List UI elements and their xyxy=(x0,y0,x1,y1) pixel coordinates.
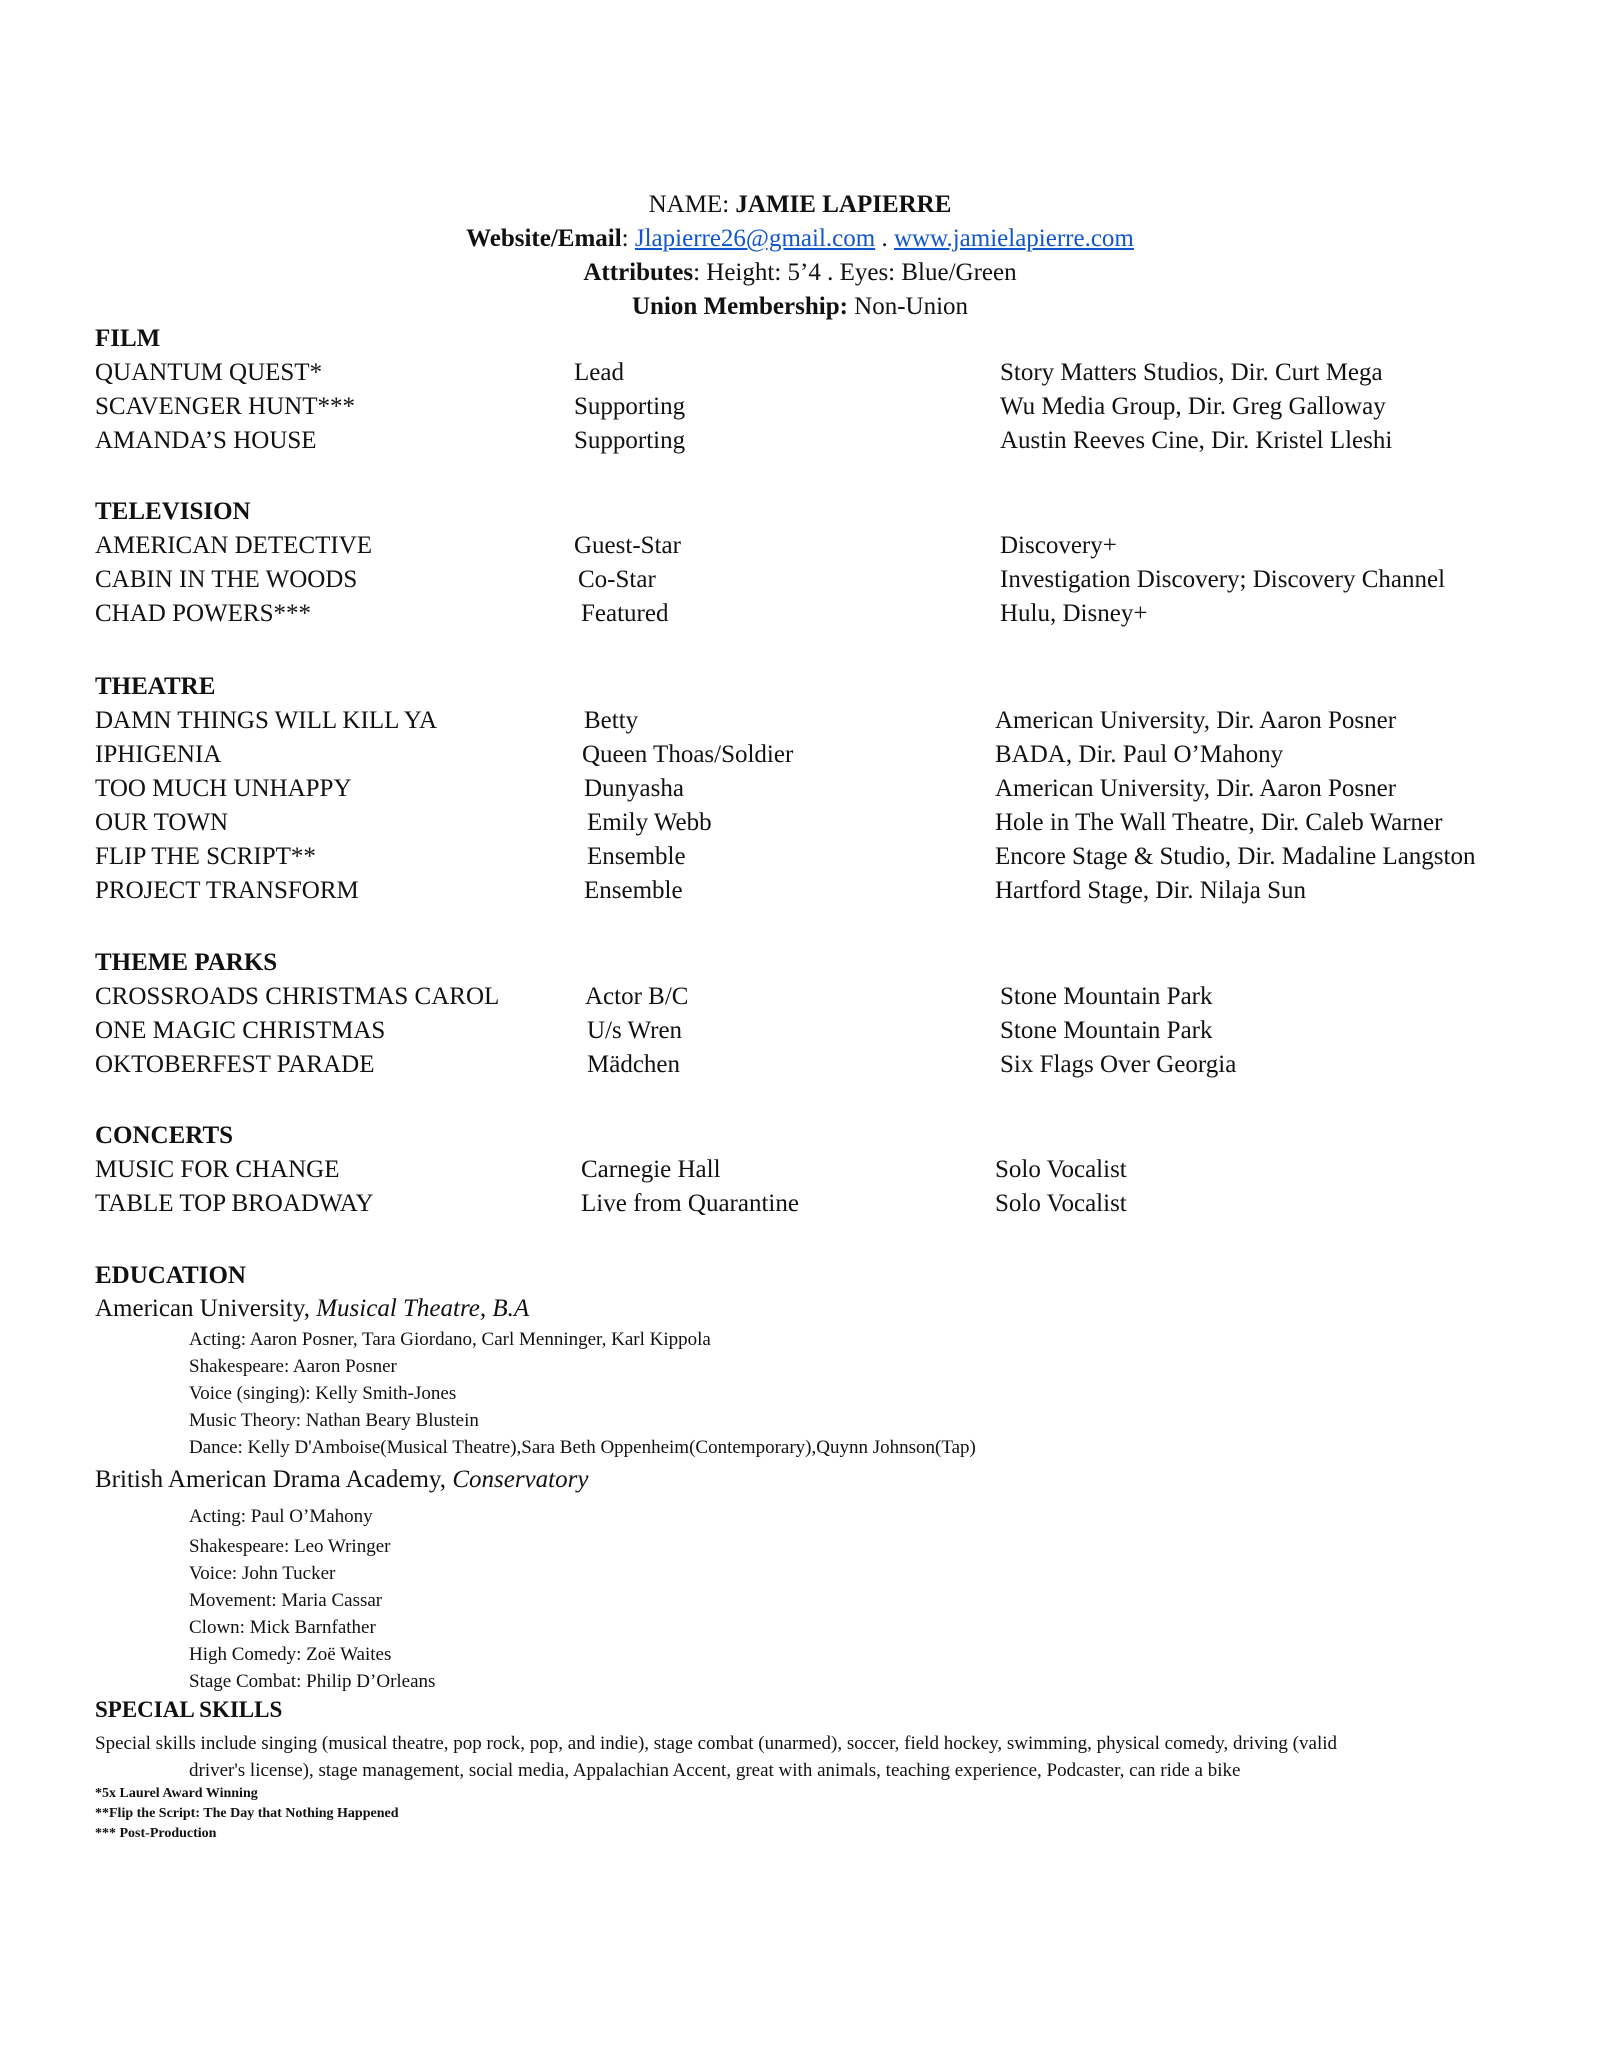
resume-header xyxy=(0,188,1600,324)
teacher-line: High Comedy: Zoë Waites xyxy=(189,1644,392,1665)
attributes-line xyxy=(0,256,1600,290)
credit-row xyxy=(0,1048,1600,1082)
teacher-line: Stage Combat: Philip D’Orleans xyxy=(189,1671,436,1692)
credit-role: Solo Vocalist xyxy=(995,1190,1127,1217)
credit-title: IPHIGENIA xyxy=(95,741,222,768)
credit-venue: Live from Quarantine xyxy=(581,1190,799,1217)
credit-company: Stone Mountain Park xyxy=(1000,983,1213,1010)
credit-venue: Carnegie Hall xyxy=(581,1156,721,1183)
credit-role: Ensemble xyxy=(587,843,686,870)
credit-company: Six Flags Over Georgia xyxy=(1000,1051,1237,1078)
teacher-line: Movement: Maria Cassar xyxy=(189,1590,383,1611)
school-american-university xyxy=(95,1292,529,1326)
contact-sep: : xyxy=(621,225,635,252)
website-link[interactable]: www.jamielapierre.com xyxy=(893,225,1134,252)
section-title-television: TELEVISION xyxy=(95,498,251,525)
credit-company: BADA, Dir. Paul O’Mahony xyxy=(995,741,1284,768)
credit-company: Stone Mountain Park xyxy=(1000,1017,1213,1044)
credit-title: MUSIC FOR CHANGE xyxy=(95,1156,340,1183)
union-label: Union Membership: xyxy=(631,293,848,320)
credit-role: Supporting xyxy=(574,393,686,420)
section-title-education: EDUCATION xyxy=(95,1262,246,1289)
dot-separator: . xyxy=(875,225,894,252)
credit-company: Hulu, Disney+ xyxy=(1000,600,1148,627)
credit-role: Queen Thoas/Soldier xyxy=(582,741,794,768)
credit-title: QUANTUM QUEST* xyxy=(95,359,323,386)
teacher-line: Shakespeare: Leo Wringer xyxy=(189,1536,391,1557)
name-line xyxy=(0,188,1600,222)
footnote: *5x Laurel Award Winning xyxy=(95,1786,258,1801)
school-name: British American Drama Academy, xyxy=(95,1466,453,1493)
credit-title: CABIN IN THE WOODS xyxy=(95,566,358,593)
credit-role: Dunyasha xyxy=(584,775,684,802)
credit-title: OUR TOWN xyxy=(95,809,229,836)
teacher-line: Shakespeare: Aaron Posner xyxy=(189,1356,397,1377)
section-title-theatre: THEATRE xyxy=(95,673,216,700)
credit-row xyxy=(0,874,1600,908)
special-skills-line-1: Special skills include singing (musical theatre, pop rock, pop, and indie), stage combat (unarmed), soccer, field hockey, swimming, physical comedy, driving (valid xyxy=(95,1733,1338,1754)
attributes-label: Attributes xyxy=(583,259,694,286)
credit-row xyxy=(0,390,1600,424)
credit-title: TOO MUCH UNHAPPY xyxy=(95,775,352,802)
credit-role: Ensemble xyxy=(584,877,683,904)
credit-role: Featured xyxy=(581,600,669,627)
teacher-line: Acting: Paul O’Mahony xyxy=(189,1506,373,1527)
credit-title: SCAVENGER HUNT*** xyxy=(95,393,355,420)
teacher-line: Voice (singing): Kelly Smith-Jones xyxy=(189,1383,457,1404)
credit-role: Mädchen xyxy=(587,1051,681,1078)
credit-title: AMERICAN DETECTIVE xyxy=(95,532,373,559)
teacher-line: Dance: Kelly D'Amboise(Musical Theatre),Sara Beth Oppenheim(Contemporary),Quynn Johnson(Tap) xyxy=(189,1437,976,1458)
credit-row xyxy=(0,1187,1600,1221)
credit-row xyxy=(0,704,1600,738)
credit-row xyxy=(0,424,1600,458)
credit-role: Lead xyxy=(574,359,624,386)
school-name: American University, xyxy=(95,1295,317,1322)
special-skills-line-2: driver's license), stage management, social media, Appalachian Accent, great with animals, teaching experience, Podcaster, can ride a bike xyxy=(189,1760,1241,1781)
school-bada xyxy=(95,1463,588,1497)
credit-row xyxy=(0,1014,1600,1048)
credit-company: Wu Media Group, Dir. Greg Galloway xyxy=(1000,393,1386,420)
credit-row xyxy=(0,529,1600,563)
credit-role: Emily Webb xyxy=(587,809,712,836)
credit-row xyxy=(0,980,1600,1014)
credit-row xyxy=(0,806,1600,840)
school-program: Conservatory xyxy=(452,1466,589,1493)
credit-company: Discovery+ xyxy=(1000,532,1117,559)
credit-company: Hartford Stage, Dir. Nilaja Sun xyxy=(995,877,1307,904)
teacher-line: Acting: Aaron Posner, Tara Giordano, Carl Menninger, Karl Kippola xyxy=(189,1329,711,1350)
credit-row xyxy=(0,840,1600,874)
credit-row xyxy=(0,356,1600,390)
footnote: **Flip the Script: The Day that Nothing Happened xyxy=(95,1806,399,1821)
credit-title: FLIP THE SCRIPT** xyxy=(95,843,316,870)
union-line xyxy=(0,290,1600,324)
credit-role: Actor B/C xyxy=(585,983,689,1010)
credit-title: CHAD POWERS*** xyxy=(95,600,311,627)
credit-company: American University, Dir. Aaron Posner xyxy=(995,707,1397,734)
credit-company: Investigation Discovery; Discovery Channel xyxy=(1000,566,1446,593)
credit-company: American University, Dir. Aaron Posner xyxy=(995,775,1397,802)
credit-company: Story Matters Studios, Dir. Curt Mega xyxy=(1000,359,1383,386)
section-title-concerts: CONCERTS xyxy=(95,1122,234,1149)
credit-row xyxy=(0,1153,1600,1187)
credit-row xyxy=(0,597,1600,631)
name-label: NAME: xyxy=(648,191,736,218)
contact-line xyxy=(0,222,1600,256)
teacher-line: Music Theory: Nathan Beary Blustein xyxy=(189,1410,479,1431)
credit-title: OKTOBERFEST PARADE xyxy=(95,1051,375,1078)
union-value: Non-Union xyxy=(847,293,969,320)
section-title-theme-parks: THEME PARKS xyxy=(95,949,278,976)
credit-title: ONE MAGIC CHRISTMAS xyxy=(95,1017,386,1044)
section-title-film: FILM xyxy=(95,325,161,352)
credit-title: TABLE TOP BROADWAY xyxy=(95,1190,374,1217)
footnote: *** Post-Production xyxy=(95,1826,217,1841)
credit-title: PROJECT TRANSFORM xyxy=(95,877,359,904)
credit-company: Encore Stage & Studio, Dir. Madaline Langston xyxy=(995,843,1476,870)
credit-title: AMANDA’S HOUSE xyxy=(95,427,317,454)
credit-title: CROSSROADS CHRISTMAS CAROL xyxy=(95,983,500,1010)
credit-role: Guest-Star xyxy=(574,532,681,559)
credit-title: DAMN THINGS WILL KILL YA xyxy=(95,707,438,734)
credit-role: U/s Wren xyxy=(587,1017,683,1044)
credit-company: Austin Reeves Cine, Dir. Kristel Lleshi xyxy=(1000,427,1393,454)
credit-role: Co-Star xyxy=(578,566,656,593)
email-link[interactable]: Jlapierre26@gmail.com xyxy=(634,225,876,252)
credit-row xyxy=(0,563,1600,597)
teacher-line: Voice: John Tucker xyxy=(189,1563,336,1584)
actor-name: JAMIE LAPIERRE xyxy=(735,191,952,218)
school-program: Musical Theatre, B.A xyxy=(316,1295,530,1322)
credit-row xyxy=(0,738,1600,772)
credit-role: Solo Vocalist xyxy=(995,1156,1127,1183)
credit-role: Supporting xyxy=(574,427,686,454)
contact-label: Website/Email xyxy=(466,225,622,252)
attributes-value: : Height: 5’4 . Eyes: Blue/Green xyxy=(693,259,1017,286)
credit-company: Hole in The Wall Theatre, Dir. Caleb Warner xyxy=(995,809,1443,836)
section-title-special-skills: SPECIAL SKILLS xyxy=(95,1697,283,1722)
credit-role: Betty xyxy=(584,707,639,734)
credit-row xyxy=(0,772,1600,806)
teacher-line: Clown: Mick Barnfather xyxy=(189,1617,376,1638)
